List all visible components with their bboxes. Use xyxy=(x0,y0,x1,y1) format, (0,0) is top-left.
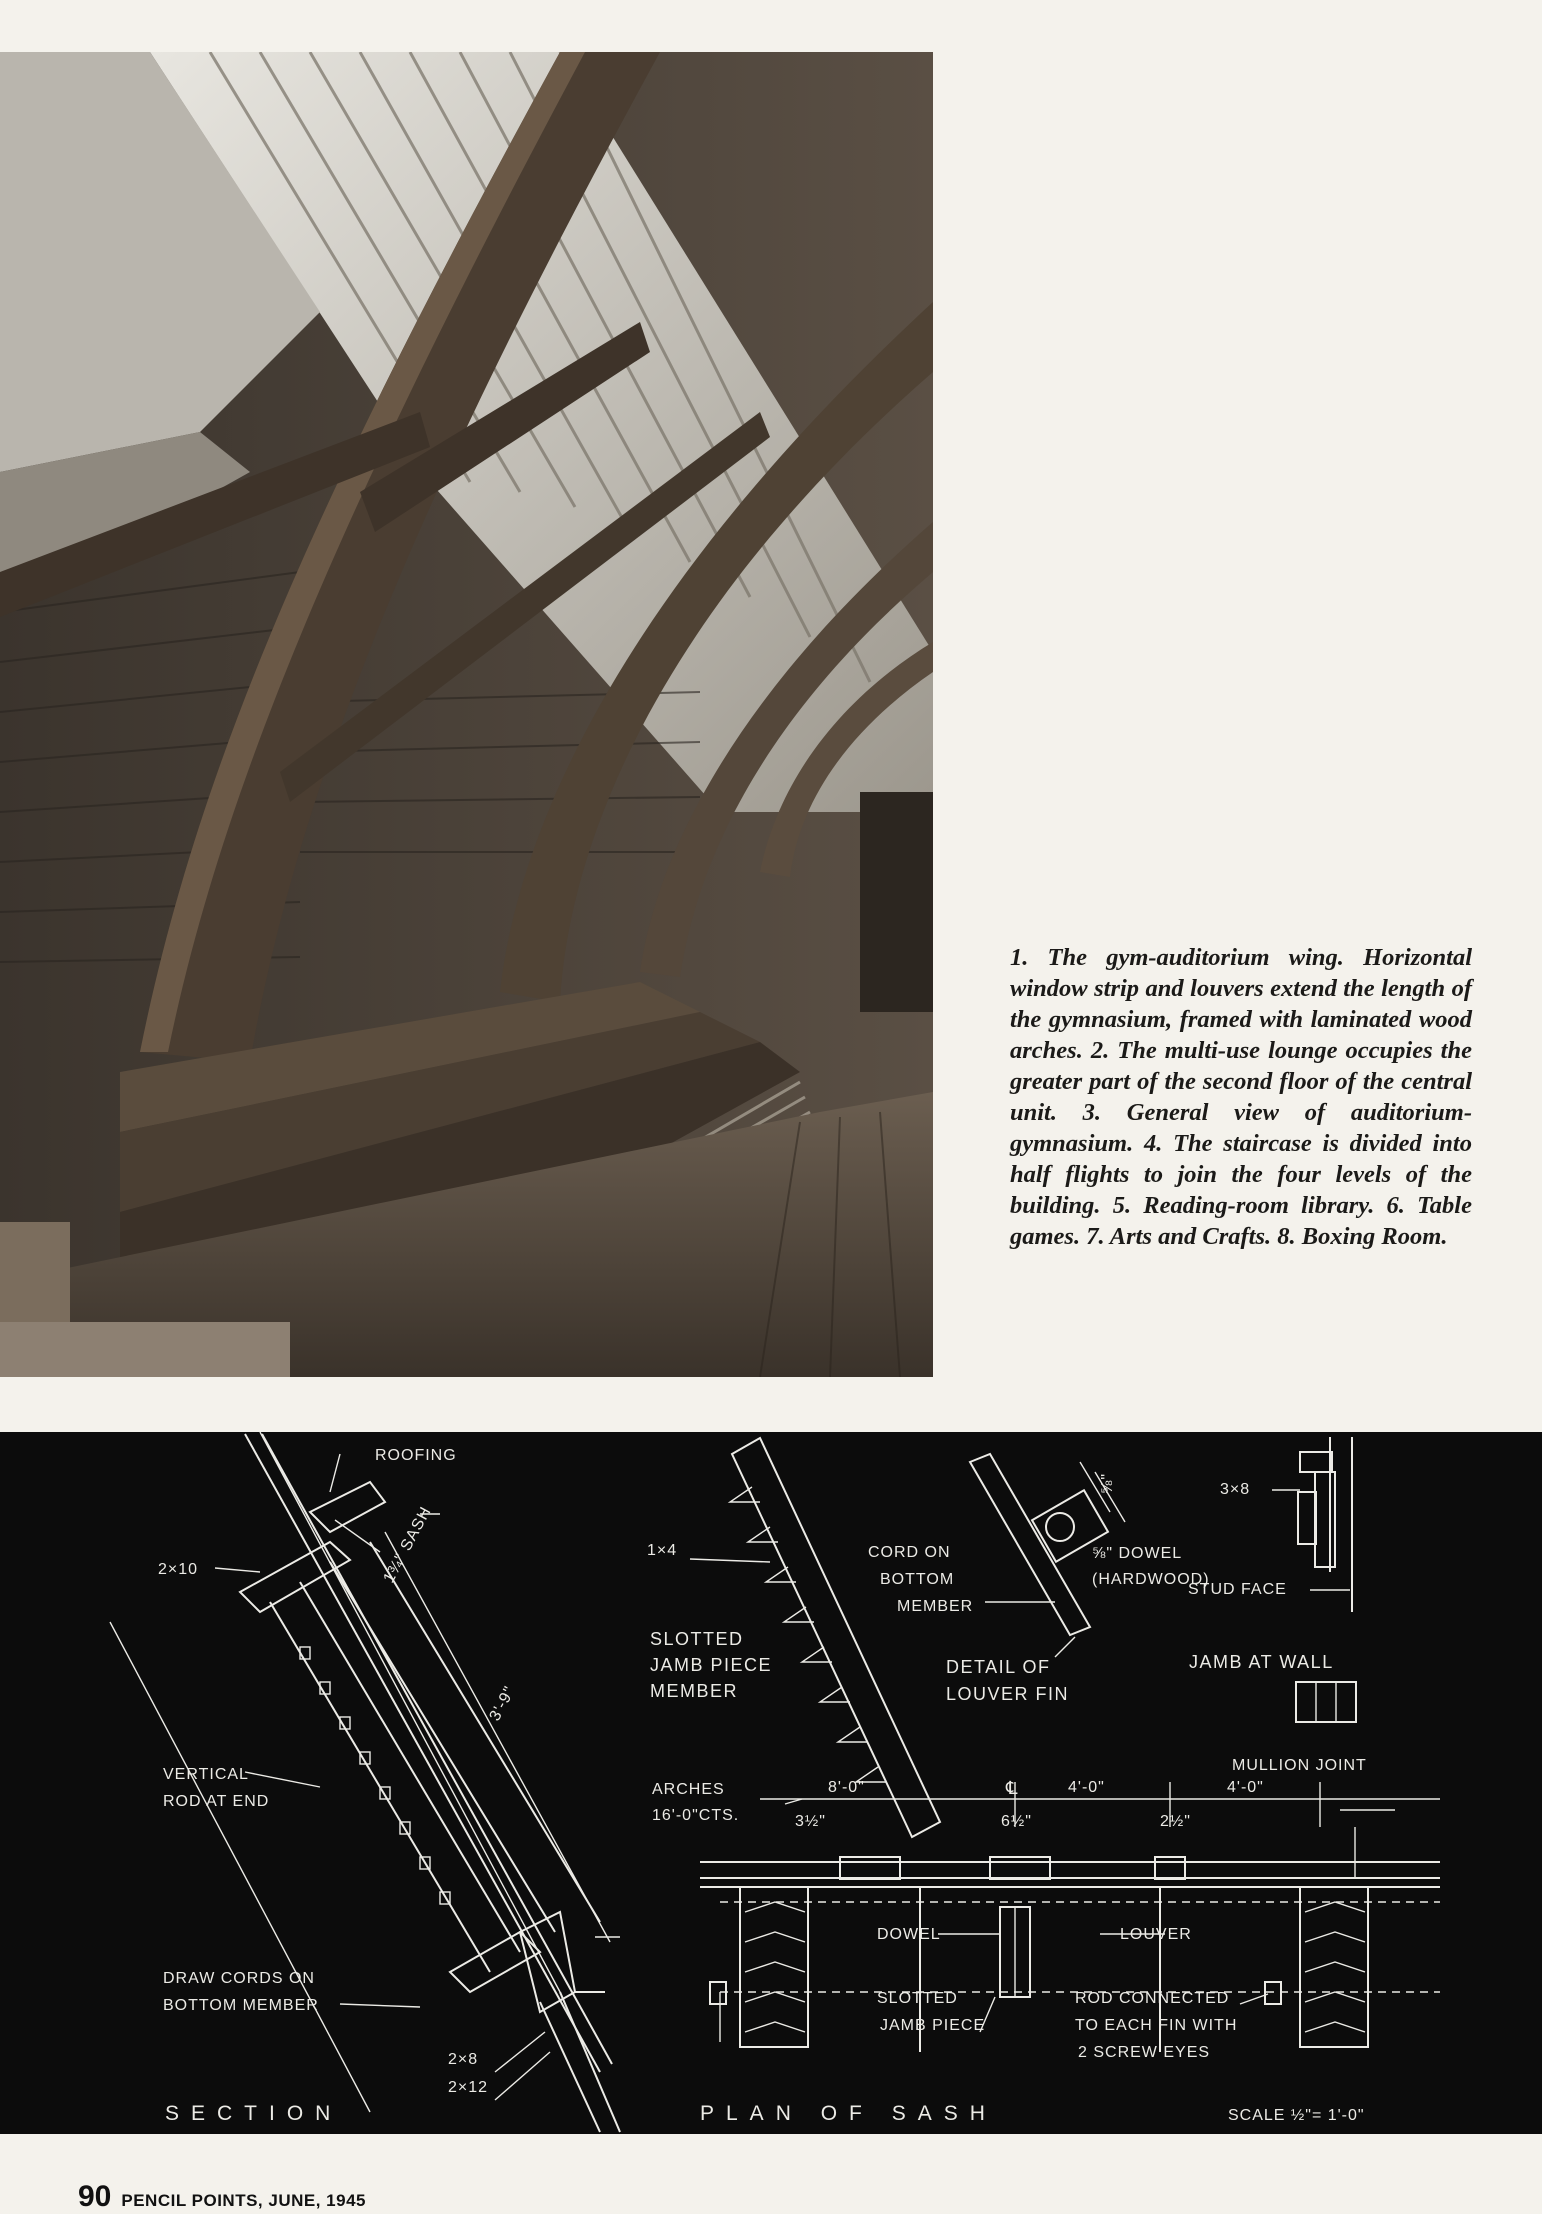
sash-thickness-label: 1¾" SASH xyxy=(380,1503,435,1586)
architectural-details-drawing xyxy=(0,1432,1542,2134)
detail-drawings xyxy=(0,1432,1542,2134)
three-by-eight-label: 3×8 xyxy=(1220,1481,1251,1498)
gym-auditorium-photo xyxy=(0,52,933,1377)
vertical-rod-label-1: VERTICAL xyxy=(163,1766,249,1783)
sash-height-dim: 3'-9" xyxy=(486,1683,519,1724)
rod-connected-label-1: ROD CONNECTED xyxy=(1075,1990,1230,2007)
louver-detail-title-1: DETAIL OF xyxy=(946,1657,1051,1677)
slotted-member-label-3: MEMBER xyxy=(650,1681,739,1701)
cord-label-3: MEMBER xyxy=(897,1598,974,1615)
plan-dim-2-half: 2½" xyxy=(1160,1813,1191,1830)
slotted-member-label-2: JAMB PIECE xyxy=(650,1655,773,1675)
rod-connected-label-2: TO EACH FIN WITH xyxy=(1075,2017,1238,2034)
photo-illustration xyxy=(0,52,933,1377)
fin-depth-dim: ⅝" xyxy=(1099,1472,1116,1494)
scale-label: SCALE ½"= 1'-0" xyxy=(1228,2107,1365,2124)
draw-cords-label-1: DRAW CORDS ON xyxy=(163,1970,315,1987)
roofing-label: ROOFING xyxy=(375,1447,457,1464)
dowel-plan-label: DOWEL xyxy=(877,1926,941,1943)
cord-label-1: CORD ON xyxy=(868,1544,951,1561)
draw-cords-label-2: BOTTOM MEMBER xyxy=(163,1997,319,2014)
page-number: 90 xyxy=(78,2180,112,2213)
jamb-at-wall-detail xyxy=(1272,1437,1356,1722)
plan-dim-4ft-a: 4'-0" xyxy=(1068,1779,1105,1796)
louver-detail-title-2: LOUVER FIN xyxy=(946,1684,1070,1704)
dowel-label-1: ⅝" DOWEL xyxy=(1092,1545,1183,1562)
louver-plan-label: LOUVER xyxy=(1120,1926,1192,1943)
photo-caption: 1. The gym-auditorium wing. Horizontal window strip and louvers extend the length of the gymnasium, framed with laminated wood arches. 2. The multi-use lounge occupies the greater part of the second floor of the central unit. 3. General view of auditorium-gymnasium. 4. The staircase is divided into half flights to join the four levels of the building. 5. Reading-room library. 6. Table games. 7. Arts and Crafts. 8. Boxing Room. xyxy=(1010,944,1472,1250)
slotted-jamb-plan-label-2: JAMB PIECE xyxy=(880,2017,986,2034)
stud-face-label: STUD FACE xyxy=(1188,1581,1287,1598)
centerline-mark: ℄ xyxy=(1006,1778,1020,1798)
plan-of-sash-title: PLAN OF SASH xyxy=(700,2102,997,2125)
two-by-twelve-label: 2×12 xyxy=(448,2079,489,2096)
publication-line: PENCIL POINTS, JUNE, 1945 xyxy=(121,2191,366,2210)
slotted-jamb-plan-label-1: SLOTTED xyxy=(877,1990,958,2007)
vertical-rod-label-2: ROD AT END xyxy=(163,1793,270,1810)
arches-label-1: ARCHES xyxy=(652,1781,725,1798)
two-by-ten-label: 2×10 xyxy=(158,1561,199,1578)
plan-dim-8ft: 8'-0" xyxy=(828,1779,865,1796)
two-by-eight-label: 2×8 xyxy=(448,2051,479,2068)
slotted-member-label-1: SLOTTED xyxy=(650,1629,744,1649)
rod-connected-label-3: 2 SCREW EYES xyxy=(1078,2044,1211,2061)
plan-dim-3-half: 3½" xyxy=(795,1813,826,1830)
dowel-label-2: (HARDWOOD) xyxy=(1092,1571,1210,1588)
plan-dim-4ft-b: 4'-0" xyxy=(1227,1779,1264,1796)
jamb-at-wall-title: JAMB AT WALL xyxy=(1189,1652,1334,1672)
section-title: SECTION xyxy=(165,2102,343,2125)
mullion-joint-label: MULLION JOINT xyxy=(1232,1757,1367,1774)
plan-dim-6-half: 6½" xyxy=(1001,1813,1032,1830)
cord-label-2: BOTTOM xyxy=(880,1571,955,1588)
one-by-four-label: 1×4 xyxy=(647,1542,678,1559)
arches-label-2: 16'-0"CTS. xyxy=(652,1807,740,1824)
